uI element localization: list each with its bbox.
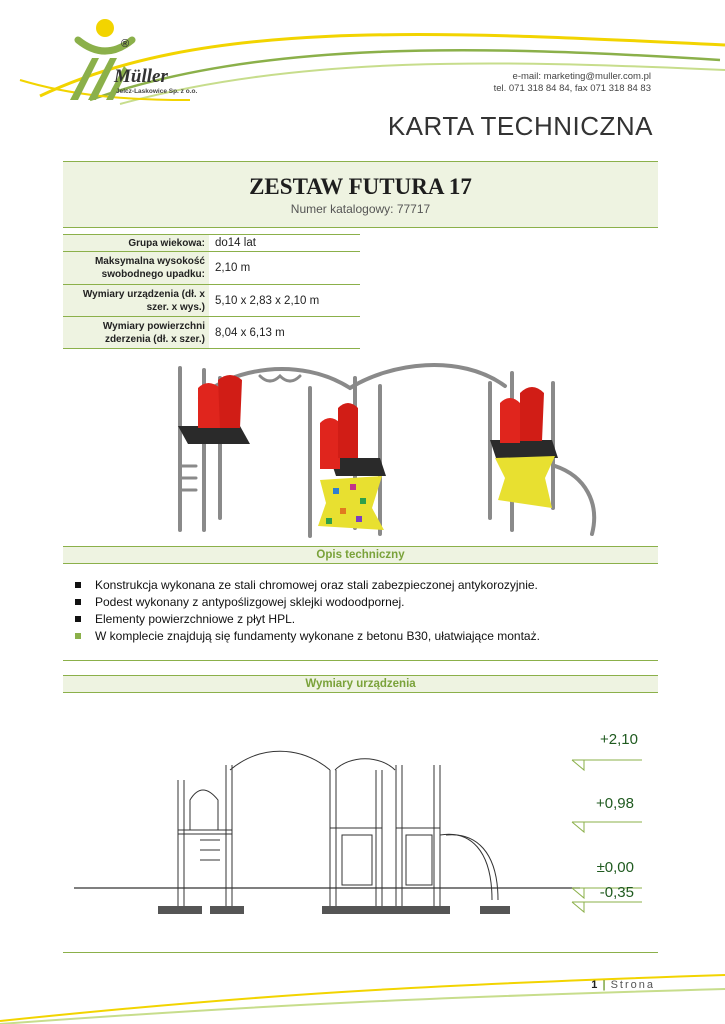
page-separator: | [602, 979, 606, 991]
phone-line: tel. 071 318 84 84, fax 071 318 84 83 [493, 83, 651, 94]
level-label: ±0,00 [596, 859, 634, 876]
level-label: +2,10 [600, 731, 638, 748]
email-line[interactable]: e-mail: marketing@muller.com.pl [512, 71, 651, 82]
description-list [73, 577, 663, 645]
company-subname: Jelcz-Laskowice Sp. z o.o. [116, 88, 198, 95]
section-header-dimensions: Wymiary urządzenia [63, 675, 658, 693]
product-name: ZESTAW FUTURA 17 [249, 174, 472, 199]
list-item [73, 611, 663, 628]
catalog-number: Numer katalogowy: 77717 [290, 202, 431, 216]
level-label: -0,35 [599, 884, 634, 901]
list-item-text: Elementy powierzchniowe z płyt HPL. [95, 612, 296, 626]
spec-label: Wymiary urządzenia (dł. x szer. x wys.) [63, 285, 209, 317]
spec-row [63, 317, 360, 349]
spec-row [63, 252, 360, 285]
page-number: 1 [591, 979, 598, 991]
company-name: Müller [114, 66, 168, 87]
spec-label: Wymiary powierzchni zderzenia (dł. x szer.) [63, 317, 209, 349]
list-item [73, 577, 663, 594]
list-item [73, 628, 663, 645]
spec-value: 2,10 m [215, 262, 251, 274]
document-title: KARTA TECHNICZNA [387, 111, 653, 141]
playground-illustration [160, 358, 605, 542]
spec-label: Grupa wiekowa: [63, 235, 209, 252]
spec-value: 5,10 x 2,83 x 2,10 m [215, 294, 320, 307]
spec-row [63, 235, 360, 252]
spec-label: Maksymalna wysokość swobodnego upadku: [63, 252, 209, 285]
list-item-text: W komplecie znajdują się fundamenty wykonane z betonu B30, ułatwiające montaż. [95, 629, 540, 643]
spec-row [63, 285, 360, 317]
product-title-band [63, 161, 658, 228]
spec-table [63, 234, 360, 349]
spec-value: 8,04 x 6,13 m [215, 326, 285, 339]
list-item-text: Konstrukcja wykonana ze stali chromowej oraz stali zabezpieczonej antykorozyjnie. [95, 578, 538, 592]
dimension-drawing [60, 740, 650, 920]
list-item [73, 594, 663, 611]
footer-divider [63, 952, 658, 953]
registered-mark: ® [121, 38, 130, 50]
divider [63, 660, 658, 661]
section-header-description: Opis techniczny [63, 546, 658, 564]
level-label: +0,98 [596, 795, 634, 812]
list-item-text: Podest wykonany z antypoślizgowej sklejki wodoodpornej. [95, 595, 405, 609]
page-footer [591, 979, 655, 991]
page-word: Strona [610, 979, 655, 991]
contact-block [494, 71, 651, 95]
spec-value: do14 lat [215, 237, 256, 249]
